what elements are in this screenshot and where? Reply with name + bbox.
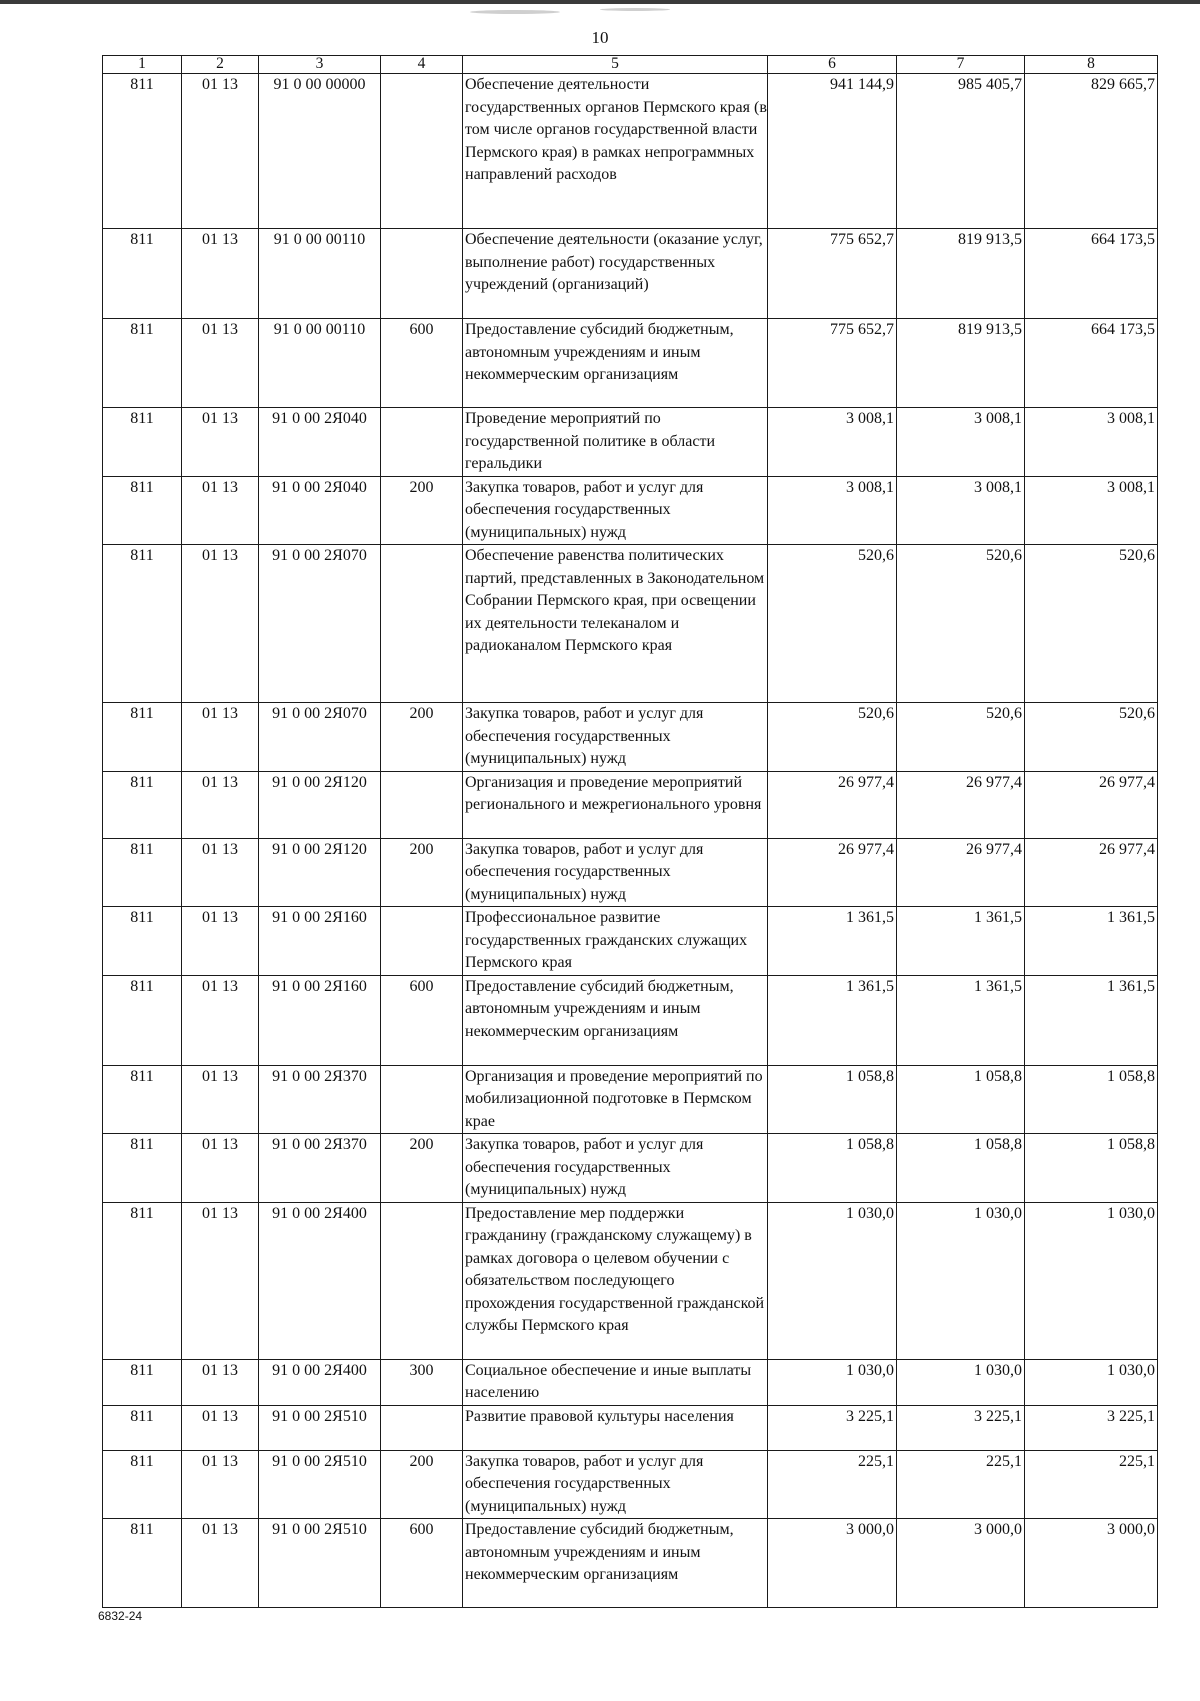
cell-amount-8: 520,6	[1025, 703, 1158, 772]
cell-expense-type: 200	[381, 703, 463, 772]
cell-expense-type	[381, 771, 463, 838]
table-row	[103, 1359, 1158, 1405]
cell-description: Обеспечение равенства политических партий, представленных в Законодательном Собрании Пермского края, при освещении их деятельности телеканалом и радиоканалом Пермского края	[463, 545, 768, 703]
table-row	[103, 319, 1158, 408]
cell-amount-7: 1 058,8	[897, 1134, 1025, 1203]
table-row	[103, 1134, 1158, 1203]
col-header-5: 5	[463, 56, 768, 74]
cell-section-code: 01 13	[182, 408, 259, 477]
cell-target-code: 91 0 00 2Я510	[259, 1405, 381, 1450]
cell-expense-type	[381, 229, 463, 319]
cell-description: Закупка товаров, работ и услуг для обеспечения государственных (муниципальных) нужд	[463, 1134, 768, 1203]
cell-amount-6: 941 144,9	[768, 74, 897, 229]
cell-ministry-code: 811	[103, 1359, 182, 1405]
cell-amount-6: 1 361,5	[768, 907, 897, 976]
cell-section-code: 01 13	[182, 1134, 259, 1203]
cell-amount-6: 225,1	[768, 1450, 897, 1519]
cell-amount-7: 819 913,5	[897, 319, 1025, 408]
cell-amount-8: 1 030,0	[1025, 1359, 1158, 1405]
cell-section-code: 01 13	[182, 229, 259, 319]
cell-amount-8: 225,1	[1025, 1450, 1158, 1519]
cell-amount-6: 775 652,7	[768, 319, 897, 408]
cell-ministry-code: 811	[103, 74, 182, 229]
cell-ministry-code: 811	[103, 408, 182, 477]
cell-amount-6: 1 030,0	[768, 1202, 897, 1359]
cell-amount-8: 1 361,5	[1025, 907, 1158, 976]
cell-expense-type	[381, 1202, 463, 1359]
page-number: 10	[591, 28, 609, 47]
cell-target-code: 91 0 00 00110	[259, 319, 381, 408]
cell-section-code: 01 13	[182, 838, 259, 907]
col-header-6: 6	[768, 56, 897, 74]
table-row	[103, 1405, 1158, 1450]
cell-amount-6: 1 361,5	[768, 975, 897, 1065]
cell-expense-type: 600	[381, 1519, 463, 1608]
cell-amount-7: 1 361,5	[897, 975, 1025, 1065]
cell-description: Развитие правовой культуры населения	[463, 1405, 768, 1450]
document-footer-code: 6832-24	[98, 1609, 143, 1623]
table-row	[103, 703, 1158, 772]
cell-amount-7: 1 030,0	[897, 1359, 1025, 1405]
cell-section-code: 01 13	[182, 1359, 259, 1405]
scan-top-edge	[0, 0, 1200, 4]
cell-amount-8: 664 173,5	[1025, 319, 1158, 408]
cell-expense-type: 200	[381, 1134, 463, 1203]
cell-description: Предоставление мер поддержки гражданину (гражданскому служащему) в рамках договора о целевом обучении с обязательством последующего прохождения государственной гражданской службы Пермского края	[463, 1202, 768, 1359]
cell-section-code: 01 13	[182, 1519, 259, 1608]
cell-amount-7: 985 405,7	[897, 74, 1025, 229]
cell-description: Предоставление субсидий бюджетным, автономным учреждениям и иным некоммерческим организациям	[463, 1519, 768, 1608]
cell-amount-8: 26 977,4	[1025, 771, 1158, 838]
cell-description: Закупка товаров, работ и услуг для обеспечения государственных (муниципальных) нужд	[463, 838, 768, 907]
cell-description: Организация и проведение мероприятий регионального и межрегионального уровня	[463, 771, 768, 838]
cell-amount-6: 26 977,4	[768, 838, 897, 907]
cell-ministry-code: 811	[103, 1202, 182, 1359]
cell-expense-type: 200	[381, 476, 463, 545]
cell-ministry-code: 811	[103, 476, 182, 545]
cell-ministry-code: 811	[103, 838, 182, 907]
cell-section-code: 01 13	[182, 703, 259, 772]
cell-expense-type	[381, 74, 463, 229]
cell-section-code: 01 13	[182, 975, 259, 1065]
cell-amount-7: 819 913,5	[897, 229, 1025, 319]
cell-target-code: 91 0 00 00110	[259, 229, 381, 319]
cell-ministry-code: 811	[103, 703, 182, 772]
cell-description: Обеспечение деятельности (оказание услуг, выполнение работ) государственных учреждений (организаций)	[463, 229, 768, 319]
cell-ministry-code: 811	[103, 229, 182, 319]
cell-amount-6: 3 225,1	[768, 1405, 897, 1450]
cell-amount-8: 3 008,1	[1025, 408, 1158, 477]
cell-amount-7: 1 361,5	[897, 907, 1025, 976]
cell-section-code: 01 13	[182, 1065, 259, 1134]
table-row	[103, 545, 1158, 703]
cell-amount-7: 225,1	[897, 1450, 1025, 1519]
table-row	[103, 74, 1158, 229]
cell-target-code: 91 0 00 2Я400	[259, 1202, 381, 1359]
cell-expense-type: 300	[381, 1359, 463, 1405]
cell-section-code: 01 13	[182, 319, 259, 408]
cell-ministry-code: 811	[103, 1134, 182, 1203]
cell-section-code: 01 13	[182, 907, 259, 976]
cell-section-code: 01 13	[182, 1405, 259, 1450]
cell-amount-7: 26 977,4	[897, 771, 1025, 838]
cell-description: Предоставление субсидий бюджетным, автономным учреждениям и иным некоммерческим организациям	[463, 975, 768, 1065]
cell-target-code: 91 0 00 2Я070	[259, 545, 381, 703]
cell-amount-8: 829 665,7	[1025, 74, 1158, 229]
cell-target-code: 91 0 00 2Я370	[259, 1134, 381, 1203]
cell-ministry-code: 811	[103, 771, 182, 838]
table-row	[103, 975, 1158, 1065]
col-header-8: 8	[1025, 56, 1158, 74]
table-row	[103, 771, 1158, 838]
cell-target-code: 91 0 00 2Я510	[259, 1450, 381, 1519]
cell-section-code: 01 13	[182, 1202, 259, 1359]
cell-section-code: 01 13	[182, 771, 259, 838]
budget-table	[102, 55, 1158, 1608]
cell-amount-6: 1 030,0	[768, 1359, 897, 1405]
cell-amount-7: 1 058,8	[897, 1065, 1025, 1134]
cell-amount-8: 1 058,8	[1025, 1065, 1158, 1134]
cell-ministry-code: 811	[103, 1405, 182, 1450]
table-row	[103, 1450, 1158, 1519]
cell-ministry-code: 811	[103, 1450, 182, 1519]
cell-target-code: 91 0 00 2Я120	[259, 838, 381, 907]
cell-section-code: 01 13	[182, 1450, 259, 1519]
cell-target-code: 91 0 00 2Я040	[259, 408, 381, 477]
cell-amount-8: 1 058,8	[1025, 1134, 1158, 1203]
cell-amount-7: 3 008,1	[897, 476, 1025, 545]
cell-target-code: 91 0 00 2Я040	[259, 476, 381, 545]
cell-expense-type: 200	[381, 838, 463, 907]
cell-expense-type	[381, 408, 463, 477]
cell-amount-7: 1 030,0	[897, 1202, 1025, 1359]
col-header-7: 7	[897, 56, 1025, 74]
cell-amount-8: 664 173,5	[1025, 229, 1158, 319]
cell-target-code: 91 0 00 2Я160	[259, 907, 381, 976]
cell-amount-7: 3 000,0	[897, 1519, 1025, 1608]
cell-expense-type	[381, 1405, 463, 1450]
cell-ministry-code: 811	[103, 319, 182, 408]
cell-amount-8: 520,6	[1025, 545, 1158, 703]
cell-amount-8: 3 008,1	[1025, 476, 1158, 545]
cell-amount-6: 520,6	[768, 703, 897, 772]
table-row	[103, 1202, 1158, 1359]
cell-expense-type	[381, 545, 463, 703]
cell-ministry-code: 811	[103, 975, 182, 1065]
cell-amount-7: 26 977,4	[897, 838, 1025, 907]
cell-expense-type: 600	[381, 319, 463, 408]
cell-target-code: 91 0 00 2Я400	[259, 1359, 381, 1405]
table-row	[103, 1519, 1158, 1608]
cell-target-code: 91 0 00 2Я070	[259, 703, 381, 772]
cell-ministry-code: 811	[103, 1065, 182, 1134]
table-row	[103, 476, 1158, 545]
cell-description: Закупка товаров, работ и услуг для обеспечения государственных (муниципальных) нужд	[463, 476, 768, 545]
cell-target-code: 91 0 00 00000	[259, 74, 381, 229]
cell-ministry-code: 811	[103, 907, 182, 976]
scan-noise	[470, 10, 560, 14]
cell-description: Закупка товаров, работ и услуг для обеспечения государственных (муниципальных) нужд	[463, 1450, 768, 1519]
cell-description: Обеспечение деятельности государственных органов Пермского края (в том числе органов государственной власти Пермского края) в рамках непрограммных направлений расходов	[463, 74, 768, 229]
cell-ministry-code: 811	[103, 545, 182, 703]
cell-amount-6: 3 008,1	[768, 476, 897, 545]
cell-amount-6: 26 977,4	[768, 771, 897, 838]
table-row	[103, 408, 1158, 477]
cell-amount-6: 3 000,0	[768, 1519, 897, 1608]
cell-amount-6: 3 008,1	[768, 408, 897, 477]
cell-description: Организация и проведение мероприятий по мобилизационной подготовке в Пермском крае	[463, 1065, 768, 1134]
cell-description: Социальное обеспечение и иные выплаты населению	[463, 1359, 768, 1405]
cell-amount-7: 520,6	[897, 545, 1025, 703]
col-header-2: 2	[182, 56, 259, 74]
cell-description: Проведение мероприятий по государственной политике в области геральдики	[463, 408, 768, 477]
col-header-4: 4	[381, 56, 463, 74]
cell-amount-6: 1 058,8	[768, 1134, 897, 1203]
cell-description: Предоставление субсидий бюджетным, автономным учреждениям и иным некоммерческим организациям	[463, 319, 768, 408]
cell-amount-8: 3 000,0	[1025, 1519, 1158, 1608]
cell-expense-type	[381, 907, 463, 976]
cell-ministry-code: 811	[103, 1519, 182, 1608]
cell-expense-type: 200	[381, 1450, 463, 1519]
budget-table-container	[102, 55, 1157, 1608]
cell-amount-7: 520,6	[897, 703, 1025, 772]
cell-target-code: 91 0 00 2Я370	[259, 1065, 381, 1134]
cell-section-code: 01 13	[182, 545, 259, 703]
cell-amount-6: 520,6	[768, 545, 897, 703]
table-row	[103, 229, 1158, 319]
cell-amount-8: 26 977,4	[1025, 838, 1158, 907]
cell-amount-7: 3 225,1	[897, 1405, 1025, 1450]
cell-description: Профессиональное развитие государственных гражданских служащих Пермского края	[463, 907, 768, 976]
cell-amount-7: 3 008,1	[897, 408, 1025, 477]
cell-amount-8: 1 361,5	[1025, 975, 1158, 1065]
cell-target-code: 91 0 00 2Я120	[259, 771, 381, 838]
cell-section-code: 01 13	[182, 74, 259, 229]
table-row	[103, 907, 1158, 976]
col-header-1: 1	[103, 56, 182, 74]
cell-amount-8: 3 225,1	[1025, 1405, 1158, 1450]
cell-target-code: 91 0 00 2Я160	[259, 975, 381, 1065]
cell-amount-6: 775 652,7	[768, 229, 897, 319]
cell-expense-type	[381, 1065, 463, 1134]
cell-amount-8: 1 030,0	[1025, 1202, 1158, 1359]
header-row	[103, 56, 1158, 74]
cell-expense-type: 600	[381, 975, 463, 1065]
table-row	[103, 1065, 1158, 1134]
cell-target-code: 91 0 00 2Я510	[259, 1519, 381, 1608]
table-row	[103, 838, 1158, 907]
scan-noise	[600, 8, 670, 11]
cell-section-code: 01 13	[182, 476, 259, 545]
cell-amount-6: 1 058,8	[768, 1065, 897, 1134]
cell-description: Закупка товаров, работ и услуг для обеспечения государственных (муниципальных) нужд	[463, 703, 768, 772]
col-header-3: 3	[259, 56, 381, 74]
